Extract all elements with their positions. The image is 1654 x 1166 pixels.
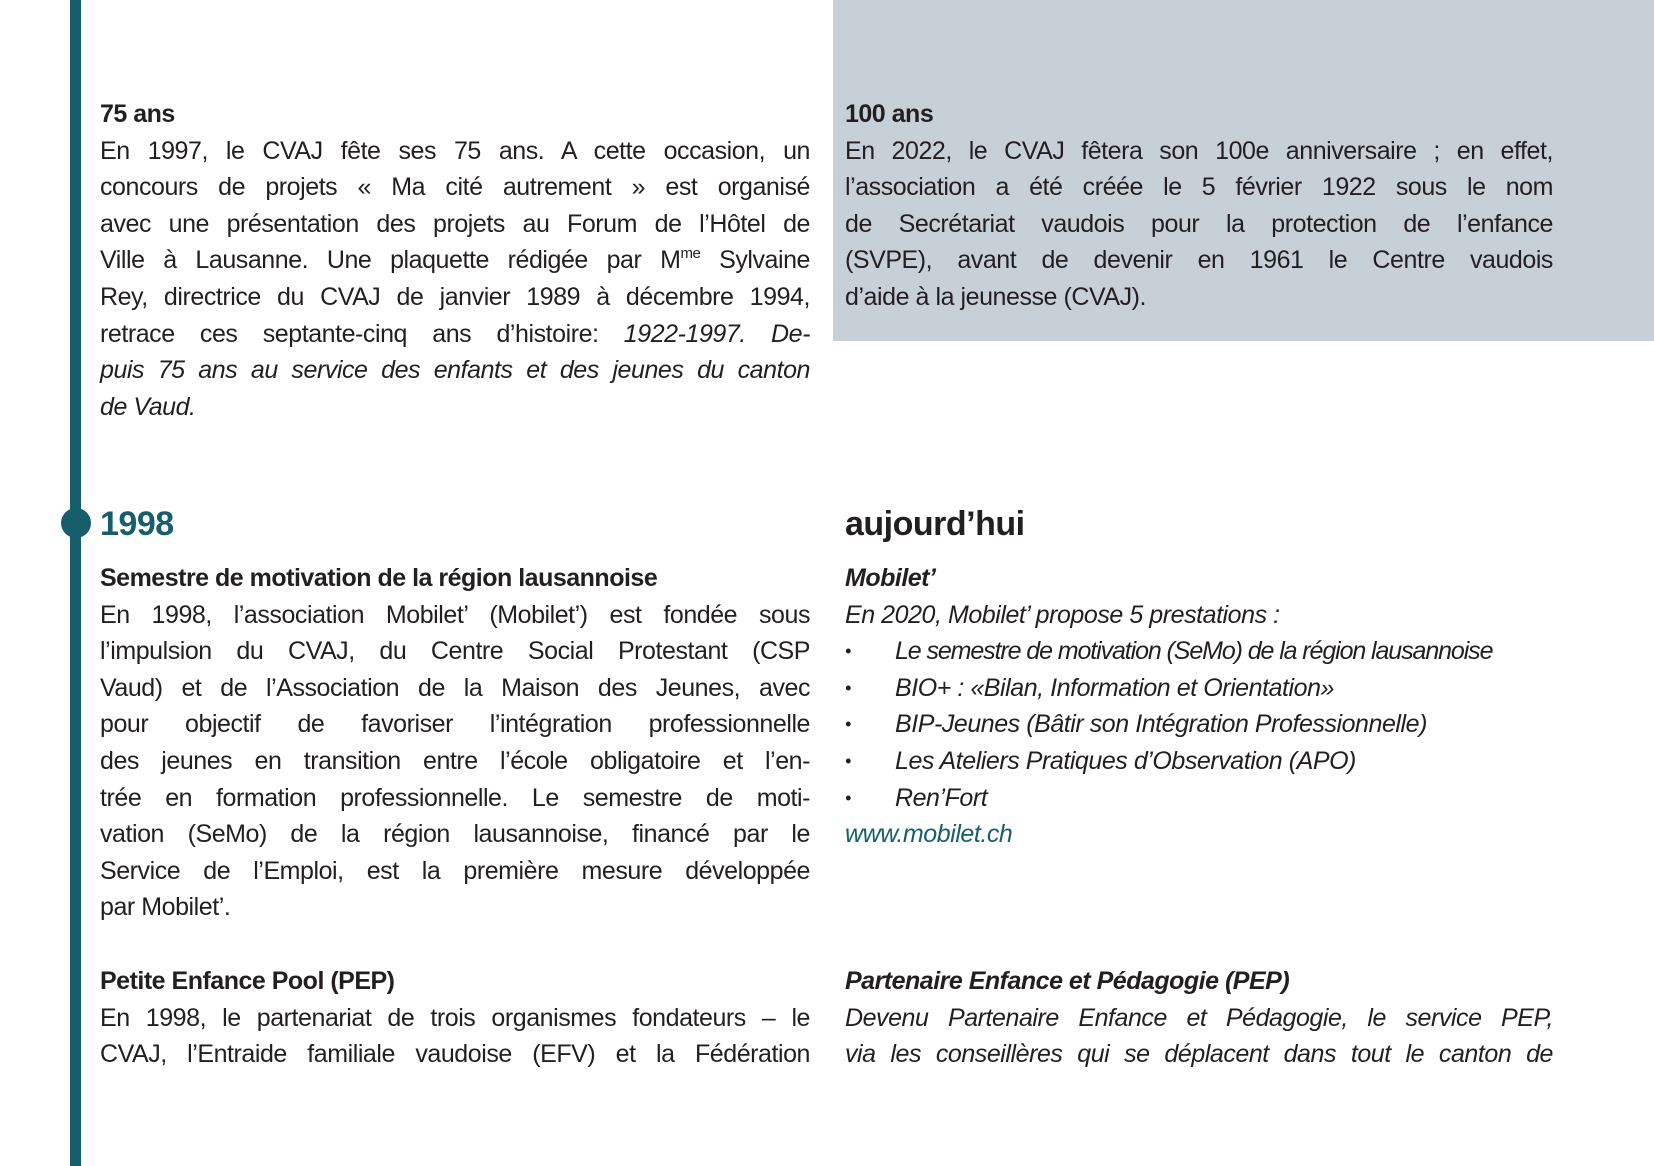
paragraph-line: concours de projets « Ma cité autrement » est organisé <box>100 173 810 202</box>
list-item-text: Ren’Fort <box>895 783 988 812</box>
paragraph-line: Devenu Partenaire Enfance et Pédagogie, le service PEP, <box>845 1003 1553 1032</box>
list-item <box>845 633 1553 670</box>
list-item-text: BIO+ : «Bilan, Information et Orientation» <box>895 673 1334 702</box>
book-title-line: de Vaud. <box>100 392 196 421</box>
mobilet-website-link[interactable]: www.mobilet.ch <box>845 820 1013 849</box>
paragraph-line: vation (SeMo) de la région lausannoise, financé par le <box>100 820 810 849</box>
list-item <box>845 706 1553 743</box>
section-today <box>845 502 1553 546</box>
bullet-icon: • <box>845 641 851 662</box>
heading-pep-today: Partenaire Enfance et Pédagogie (PEP) <box>845 967 1290 995</box>
paragraph-line: Service de l’Emploi, est la première mesure développée <box>100 856 810 885</box>
paragraph-line <box>100 242 810 279</box>
paragraph-line: de Secrétariat vaudois pour la protection de l’enfance <box>845 209 1553 238</box>
text-run: retrace ces septante-cinq ans d’histoire: <box>100 319 624 348</box>
section-pep-1998 <box>100 963 810 1073</box>
paragraph-line: En 2022, le CVAJ fêtera son 100e anniversaire ; en effet, <box>845 136 1553 165</box>
section-1998 <box>100 502 810 546</box>
paragraph-line: d’aide à la jeunesse (CVAJ). <box>845 282 1146 311</box>
section-mobilet <box>845 560 1553 853</box>
heading-100-ans: 100 ans <box>845 100 934 128</box>
heading-75-ans: 75 ans <box>100 100 175 128</box>
list-item <box>845 670 1553 707</box>
bullet-icon: • <box>845 750 851 771</box>
paragraph-line <box>100 316 810 353</box>
list-item-text: Le semestre de motivation (SeMo) de la région lausannoise <box>895 637 1493 666</box>
heading-pep-1998: Petite Enfance Pool (PEP) <box>100 967 395 995</box>
paragraph-line: par Mobilet’. <box>100 893 231 922</box>
today-heading: aujourd’hui <box>845 505 1025 543</box>
paragraph-line: l’impulsion du CVAJ, du Centre Social Protestant (CSP <box>100 637 810 666</box>
paragraph-line: Vaud) et de l’Association de la Maison des Jeunes, avec <box>100 673 810 702</box>
list-item <box>845 780 1553 817</box>
mobilet-intro: En 2020, Mobilet’ propose 5 prestations : <box>845 600 1280 629</box>
section-semo <box>100 560 810 926</box>
bullet-icon: • <box>845 787 851 808</box>
timeline-bar <box>70 0 81 1166</box>
book-title-line: puis 75 ans au service des enfants et des jeunes du canton <box>100 356 810 385</box>
heading-semo: Semestre de motivation de la région lausannoise <box>100 564 658 592</box>
paragraph-line: via les conseillères qui se déplacent dans tout le canton de <box>845 1040 1553 1069</box>
year-heading: 1998 <box>100 505 174 543</box>
paragraph-line: trée en formation professionnelle. Le semestre de moti- <box>100 783 810 812</box>
list-item-text: Les Ateliers Pratiques d’Observation (APO) <box>895 746 1356 775</box>
section-pep-today <box>845 963 1553 1073</box>
bullet-icon: • <box>845 677 851 698</box>
paragraph-line: des jeunes en transition entre l’école obligatoire et l’en- <box>100 746 810 775</box>
text-run: Sylvaine <box>700 246 810 275</box>
section-75-ans <box>100 96 810 425</box>
paragraph-line: En 1998, le partenariat de trois organismes fondateurs – le <box>100 1003 810 1032</box>
paragraph-line: avec une présentation des projets au Forum de l’Hôtel de <box>100 209 810 238</box>
paragraph-line: CVAJ, l’Entraide familiale vaudoise (EFV) et la Fédération <box>100 1040 810 1069</box>
paragraph-line: En 1998, l’association Mobilet’ (Mobilet’) est fondée sous <box>100 600 810 629</box>
paragraph-line: l’association a été créée le 5 février 1922 sous le nom <box>845 173 1553 202</box>
bullet-icon: • <box>845 714 851 735</box>
paragraph-line: (SVPE), avant de devenir en 1961 le Centre vaudois <box>845 246 1553 275</box>
text-run: Ville à Lausanne. Une plaquette rédigée par M <box>100 246 681 275</box>
timeline-marker-1998 <box>61 508 91 538</box>
paragraph-line: pour objectif de favoriser l’intégration professionnelle <box>100 710 810 739</box>
list-item-text: BIP-Jeunes (Bâtir son Intégration Professionnelle) <box>895 710 1427 739</box>
superscript-me: me <box>680 245 701 263</box>
section-100-ans <box>845 96 1553 316</box>
book-title-run: 1922-1997. De- <box>623 319 810 348</box>
paragraph-line: Rey, directrice du CVAJ de janvier 1989 à décembre 1994, <box>100 282 810 311</box>
heading-mobilet: Mobilet’ <box>845 564 936 592</box>
list-item <box>845 743 1553 780</box>
paragraph-line: En 1997, le CVAJ fête ses 75 ans. A cette occasion, un <box>100 136 810 165</box>
